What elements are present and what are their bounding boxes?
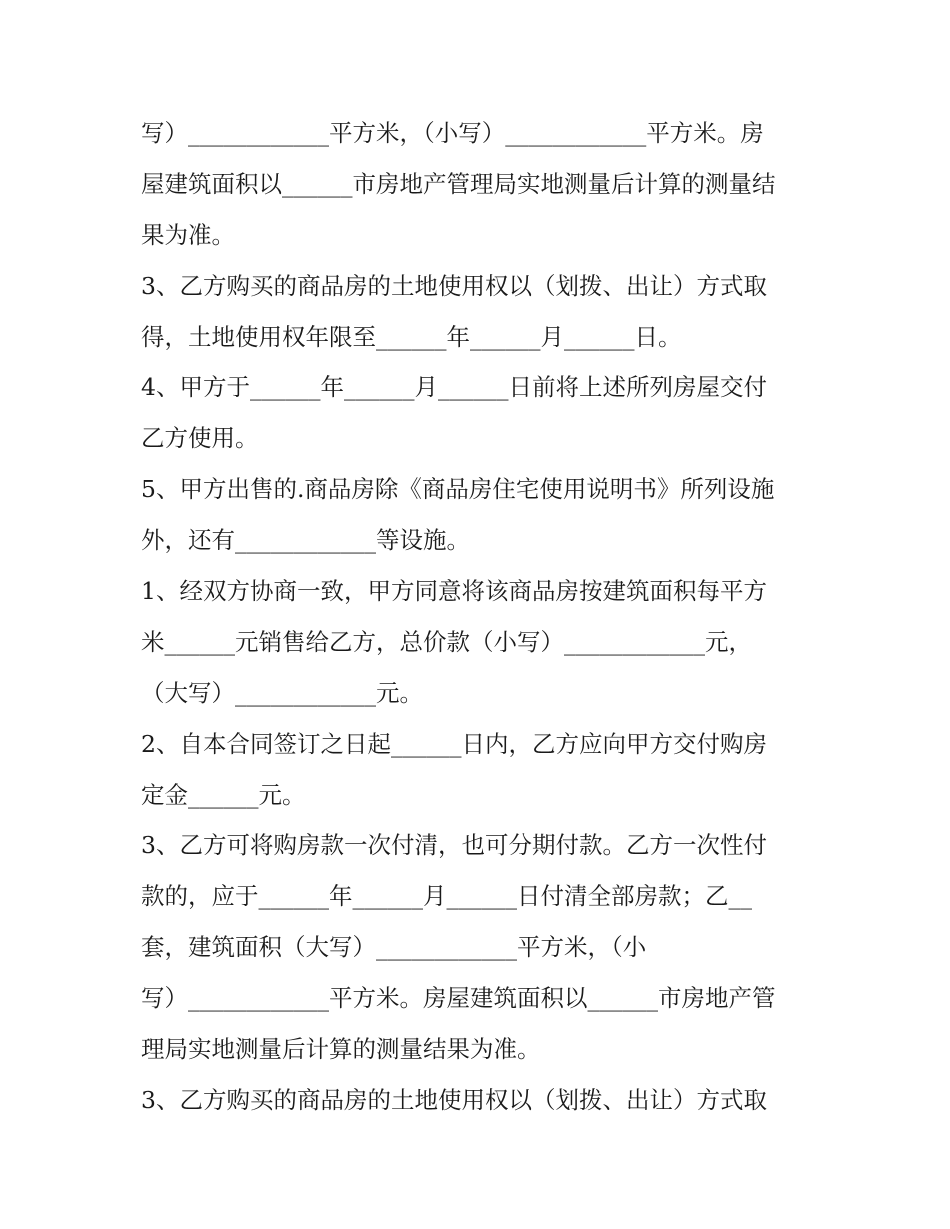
text-line-9: 外，还有____________等设施。 bbox=[141, 526, 470, 555]
text-line-5: 得，土地使用权年限至______年______月______日。 bbox=[141, 322, 682, 351]
text-line-2: 屋建筑面积以______市房地产管理局实地测量后计算的测量结 bbox=[141, 169, 776, 198]
text-line-4: 3、乙方购买的商品房的土地使用权以（划拨、出让）方式取 bbox=[141, 271, 767, 300]
text-line-15: 3、乙方可将购房款一次付清，也可分期付款。乙方一次性付 bbox=[141, 831, 767, 860]
text-line-11: 米______元销售给乙方，总价款（小写）____________元， bbox=[141, 627, 752, 656]
text-line-14: 定金______元。 bbox=[141, 780, 306, 809]
text-line-19: 理局实地测量后计算的测量结果为准。 bbox=[141, 1035, 541, 1064]
text-line-8: 5、甲方出售的.商品房除《商品房住宅使用说明书》所列设施 bbox=[141, 475, 775, 504]
text-line-10: 1、经双方协商一致，甲方同意将该商品房按建筑面积每平方 bbox=[141, 577, 767, 606]
contract-text bbox=[141, 108, 821, 1126]
text-line-3: 果为准。 bbox=[141, 220, 235, 249]
text-line-7: 乙方使用。 bbox=[141, 424, 259, 453]
text-line-13: 2、自本合同签订之日起______日内，乙方应向甲方交付购房 bbox=[141, 729, 767, 758]
text-line-18: 写）____________平方米。房屋建筑面积以______市房地产管 bbox=[141, 984, 776, 1013]
text-line-16: 款的，应于______年______月______日付清全部房款；乙__ bbox=[141, 882, 752, 911]
text-line-20: 3、乙方购买的商品房的土地使用权以（划拨、出让）方式取 bbox=[141, 1085, 767, 1114]
text-line-6: 4、甲方于______年______月______日前将上述所列房屋交付 bbox=[141, 373, 767, 402]
text-line-12: （大写）____________元。 bbox=[141, 678, 423, 707]
text-line-1: 写）____________平方米，（小写）____________平方米。房 bbox=[141, 119, 764, 147]
text-line-17: 套，建筑面积（大写）____________平方米，（小 bbox=[141, 933, 647, 962]
